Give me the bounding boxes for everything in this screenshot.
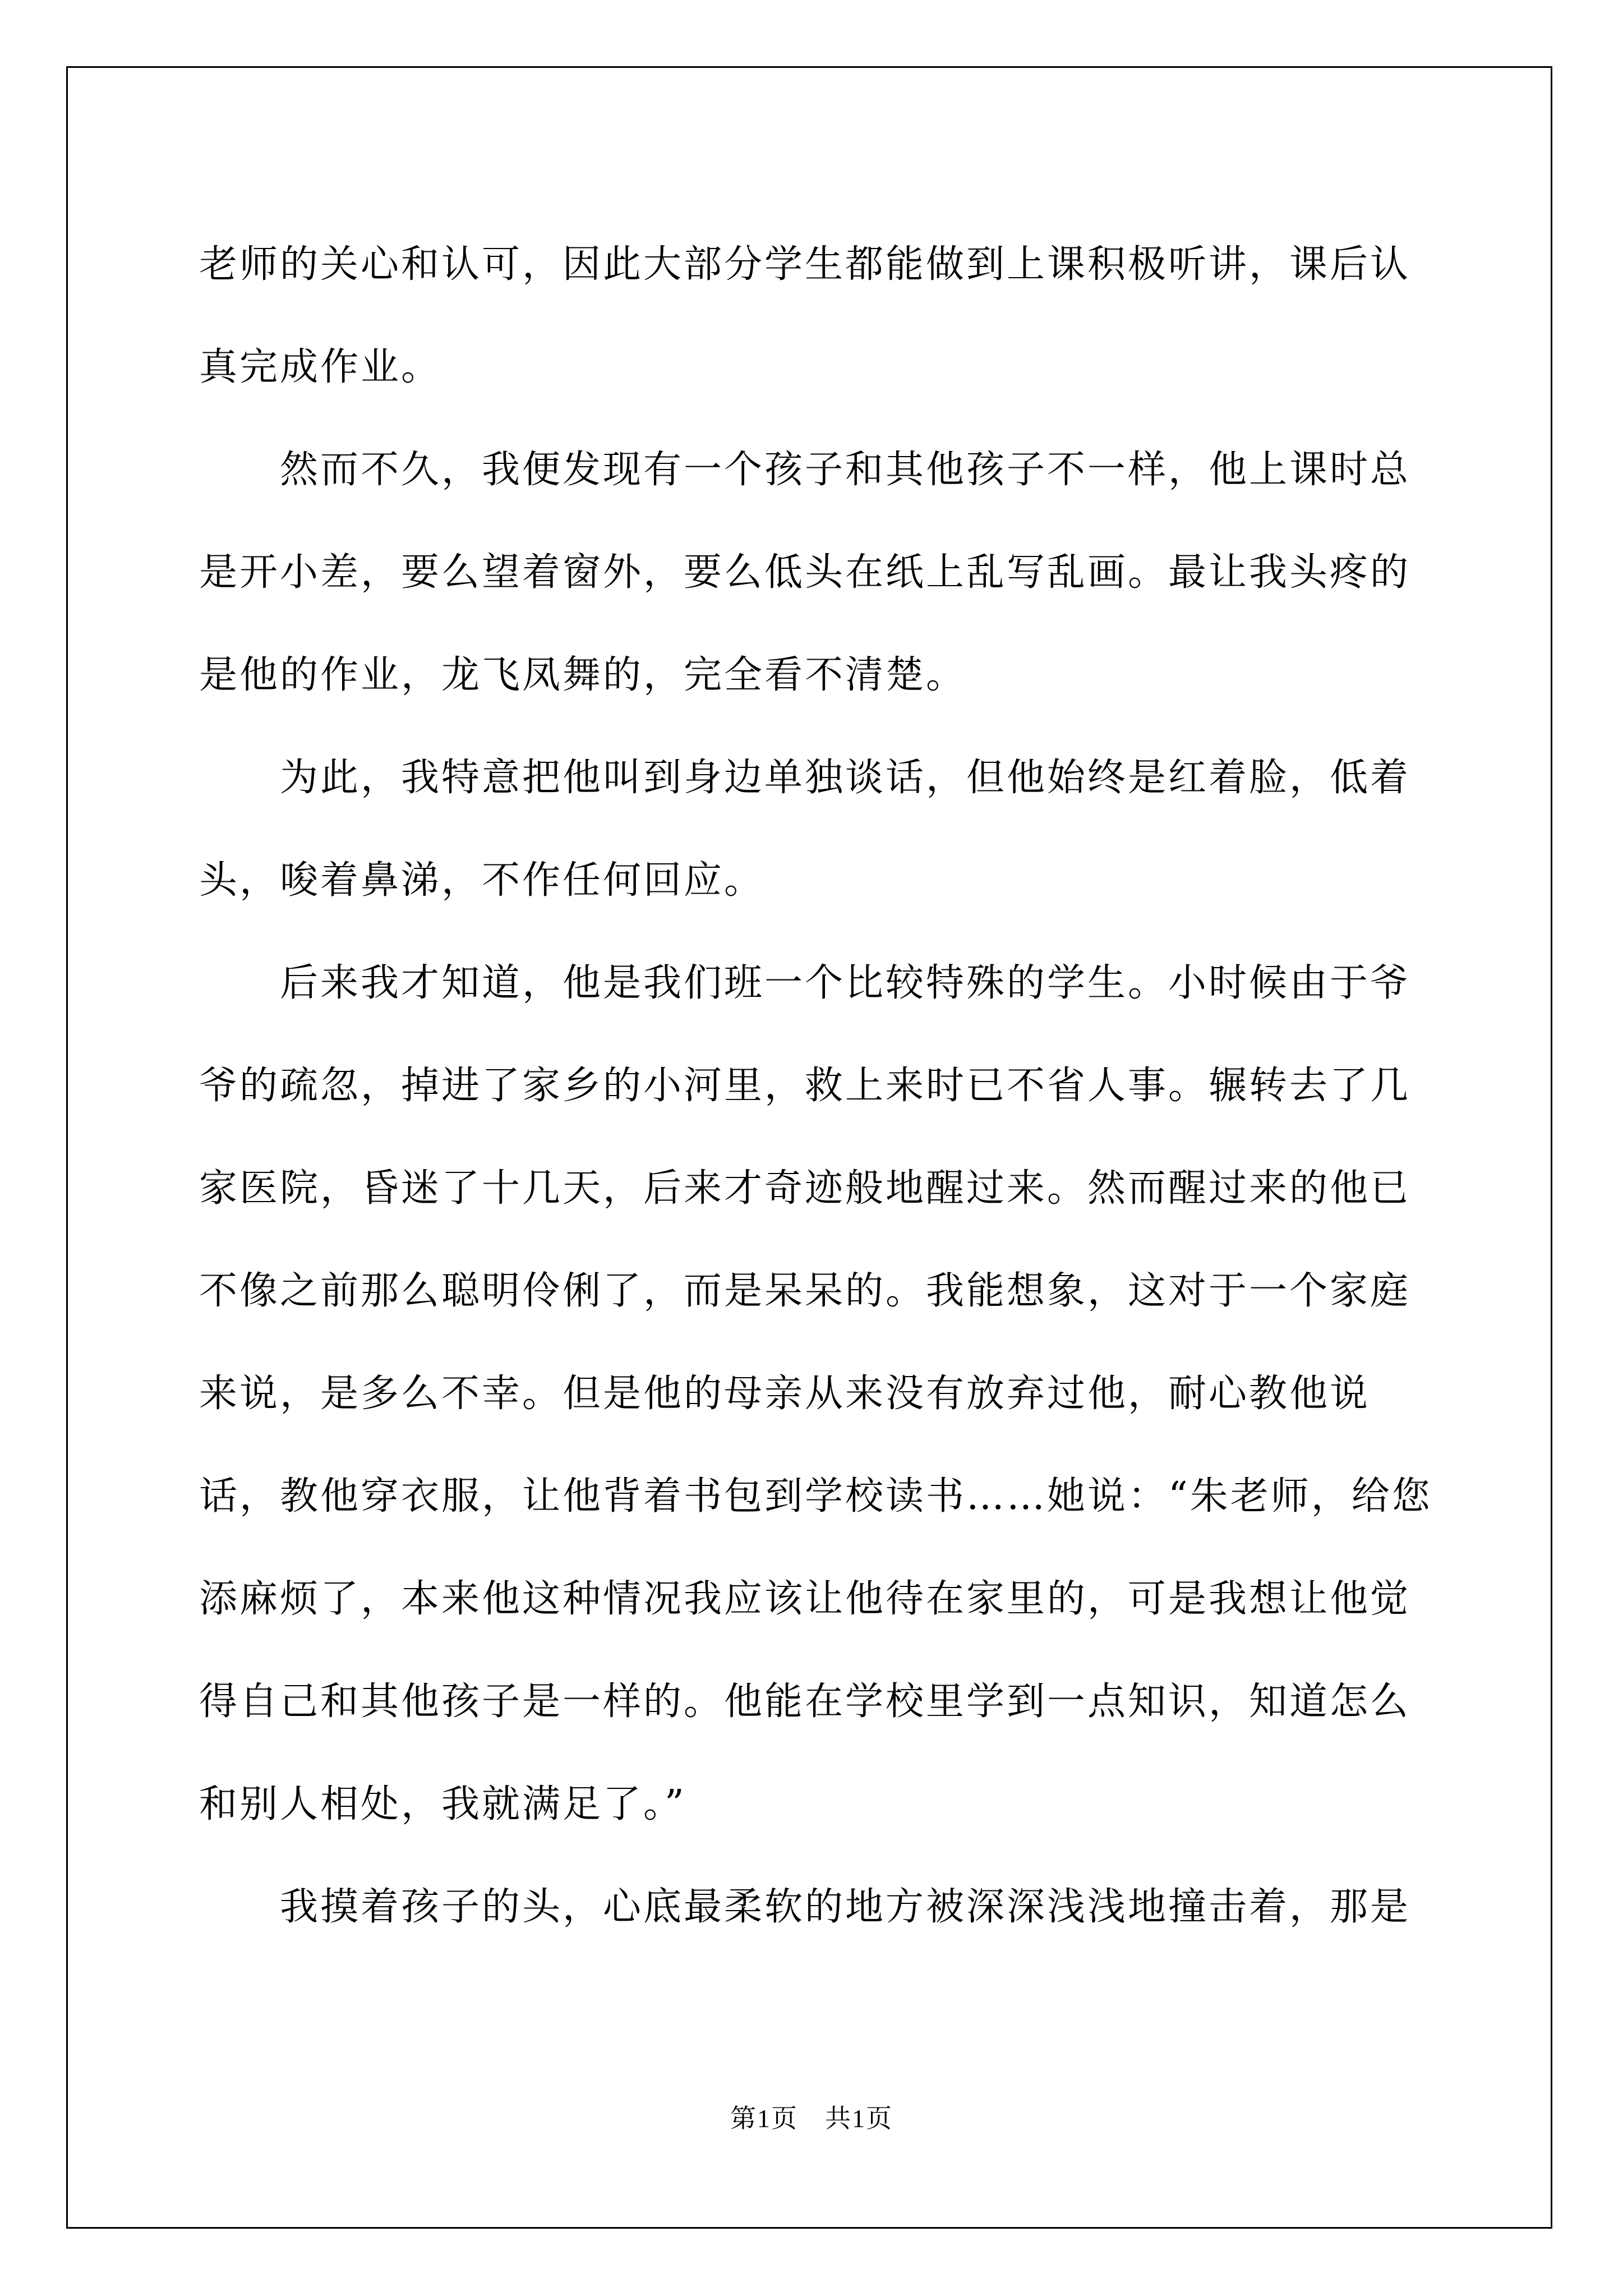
paragraph-2: 然而不久，我便发现有一个孩子和其他孩子不一样，他上课时总是开小差，要么望着窗外，要么低头在纸上乱写乱画。最让我头疼的是他的作业，龙飞凤舞的，完全看不清楚。 [199, 448, 1411, 697]
page-number: 第1页 [730, 2104, 798, 2133]
page-footer [0, 2098, 1623, 2135]
paragraph-3: 为此，我特意把他叫到身边单独谈话，但他始终是红着脸，低着头，唆着鼻涕，不作任何回应。 [199, 756, 1411, 903]
page-total: 共1页 [825, 2104, 893, 2133]
paragraph-5: 我摸着孩子的头，心底最柔软的地方被深深浅浅地撞击着，那是 [280, 1885, 1411, 1929]
paragraph-4: 后来我才知道，他是我们班一个比较特殊的学生。小时候由于爷爷的疏忽，掉进了家乡的小河里，救上来时已不省人事。辗转去了几家医院，昏迷了十几天，后来才奇迹般地醒过来。然而醒过来的他已不像之前那么聪明伶俐了，而是呆呆的。我能想象，这对于一个家庭来说，是多么不幸。但是他的母亲从来没有放弃过他，耐心教他说话，教他穿衣服，让他背着书包到学校读书……她说：“朱老师，给您添麻烦了，本来他这种情况我应该让他待在家里的，可是我想让他觉得自己和其他孩子是一样的。他能在学校里学到一点知识，知道怎么和别人相处，我就满足了。” [199, 961, 1432, 1826]
paragraph-1: 老师的关心和认可，因此大部分学生都能做到上课积极听讲，课后认真完成作业。 [199, 242, 1411, 389]
document-body [199, 213, 1433, 1958]
